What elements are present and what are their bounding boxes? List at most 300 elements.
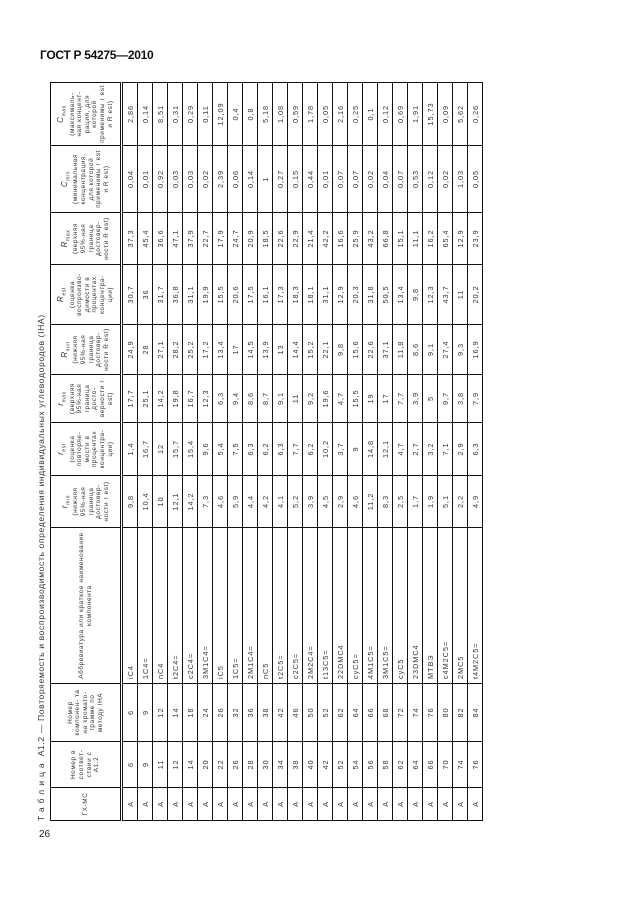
cell-c-max: 5,62	[453, 83, 468, 146]
cell-r-max: 25,1	[138, 375, 153, 423]
cell-r-max: 14,2	[153, 375, 168, 423]
cell-r-min: 5,2	[288, 476, 303, 528]
cell-peak-number: 66	[363, 684, 378, 742]
cell-R-min: 17	[228, 325, 243, 375]
cell-r-est: 15,4	[183, 423, 198, 476]
cell-r-min: 8,3	[378, 476, 393, 528]
cell-r-est: 15,7	[168, 423, 183, 476]
cell-abbreviation: cyC5=	[348, 528, 363, 684]
cell-r-min: 10	[153, 476, 168, 528]
table-row	[363, 83, 378, 821]
cell-R-max: 66,8	[378, 213, 393, 265]
cell-r-est: 12,1	[378, 423, 393, 476]
table-header-row	[51, 83, 122, 821]
cell-R-est: 36,8	[168, 265, 183, 325]
column-symbol: C	[55, 116, 65, 123]
cell-c-max: 0,4	[228, 83, 243, 146]
cell-number-a12: 76	[468, 742, 483, 788]
cell-R-min: 22,6	[363, 325, 378, 375]
cell-abbreviation: nC4	[153, 528, 168, 684]
cell-R-min: 25,2	[183, 325, 198, 375]
cell-c-min: 0,06	[228, 146, 243, 213]
cell-abbreviation: 1C4=	[138, 528, 153, 684]
cell-r-est: 6,3	[273, 423, 288, 476]
table-row	[318, 83, 333, 821]
cell-R-min: 16,9	[468, 325, 483, 375]
cell-R-min: 28,2	[168, 325, 183, 375]
cell-abbreviation: MTBЭ	[423, 528, 438, 684]
cell-c-max: 0,1	[363, 83, 378, 146]
table-row	[198, 83, 213, 821]
cell-c-max: 0,09	[438, 83, 453, 146]
table-body	[122, 83, 483, 821]
cell-c-min: 0,53	[408, 146, 423, 213]
cell-c-max: 0,31	[168, 83, 183, 146]
cell-peak-number: 38	[258, 684, 273, 742]
cell-c-min: 1,03	[453, 146, 468, 213]
cell-peak-number: 74	[408, 684, 423, 742]
column-header-r-min	[51, 476, 122, 528]
cell-peak-number: 32	[228, 684, 243, 742]
cell-R-max: 45,4	[138, 213, 153, 265]
cell-c-max: 0,25	[348, 83, 363, 146]
cell-c-min: 0,01	[138, 146, 153, 213]
cell-R-est: 20,3	[348, 265, 363, 325]
column-description: ГХ-МС	[81, 792, 89, 816]
cell-gc-ms: А	[198, 788, 213, 821]
cell-R-est: 20,2	[468, 265, 483, 325]
cell-R-max: 22,7	[198, 213, 213, 265]
cell-number-a12: 20	[198, 742, 213, 788]
cell-R-max: 12,9	[453, 213, 468, 265]
cell-gc-ms: А	[333, 788, 348, 821]
cell-R-max: 16,2	[423, 213, 438, 265]
cell-r-est: 7,5	[228, 423, 243, 476]
cell-R-min: 13,9	[258, 325, 273, 375]
cell-r-min: 4,6	[213, 476, 228, 528]
cell-r-max: 8,7	[258, 375, 273, 423]
document-id: ГОСТ Р 54275—2010	[40, 48, 154, 62]
column-symbol-subscript: max	[64, 229, 71, 241]
cell-peak-number: 62	[333, 684, 348, 742]
cell-c-min: 0,07	[333, 146, 348, 213]
cell-r-est: 6,3	[468, 423, 483, 476]
cell-gc-ms: А	[273, 788, 288, 821]
cell-R-min: 14,4	[288, 325, 303, 375]
cell-abbreviation: 4M1C5=	[363, 528, 378, 684]
cell-R-est: 19,9	[198, 265, 213, 325]
cell-gc-ms: А	[228, 788, 243, 821]
cell-r-est: 7,1	[438, 423, 453, 476]
cell-R-min: 8,6	[408, 325, 423, 375]
cell-number-a12: 62	[393, 742, 408, 788]
cell-c-max: 0,05	[318, 83, 333, 146]
column-symbol: r	[55, 451, 65, 455]
cell-number-a12: 54	[348, 742, 363, 788]
cell-peak-number: 42	[273, 684, 288, 742]
cell-peak-number: 68	[378, 684, 393, 742]
cell-r-min: 1,9	[423, 476, 438, 528]
cell-number-a12: 42	[318, 742, 333, 788]
cell-abbreviation: 3M1C5=	[378, 528, 393, 684]
cell-R-est: 17,3	[273, 265, 288, 325]
cell-r-est: 10,2	[318, 423, 333, 476]
column-header-R-est	[51, 265, 122, 325]
cell-r-max: 17	[378, 375, 393, 423]
cell-c-min: 0,12	[423, 146, 438, 213]
column-header-R-min	[51, 325, 122, 375]
cell-peak-number: 80	[438, 684, 453, 742]
cell-abbreviation: 2M1C4=	[243, 528, 258, 684]
column-symbol: R	[59, 240, 69, 248]
cell-r-est: 3,7	[333, 423, 348, 476]
table-row	[138, 83, 153, 821]
cell-r-est: 12	[153, 423, 168, 476]
cell-c-max: 2,86	[122, 83, 138, 146]
cell-c-max: 0,11	[198, 83, 213, 146]
cell-R-est: 43,7	[438, 265, 453, 325]
cell-c-min: 0,15	[288, 146, 303, 213]
cell-number-a12: 64	[408, 742, 423, 788]
cell-R-est: 13,4	[393, 265, 408, 325]
cell-R-est: 11	[453, 265, 468, 325]
cell-c-max: 2,16	[333, 83, 348, 146]
cell-r-est: 6,2	[258, 423, 273, 476]
cell-abbreviation: c2C5=	[288, 528, 303, 684]
cell-R-est: 31,8	[363, 265, 378, 325]
cell-gc-ms: А	[213, 788, 228, 821]
cell-c-min: 0,02	[363, 146, 378, 213]
cell-R-est: 31,1	[183, 265, 198, 325]
repeatability-table-wrapper	[50, 83, 483, 821]
cell-peak-number: 72	[393, 684, 408, 742]
column-description: Номер компонен- та на хромато- грамме по методу IHA	[66, 689, 104, 736]
cell-r-min: 7,3	[198, 476, 213, 528]
cell-R-est: 17,5	[243, 265, 258, 325]
cell-abbreviation: iC4	[122, 528, 138, 684]
cell-R-max: 36,6	[153, 213, 168, 265]
cell-number-a12: 56	[363, 742, 378, 788]
cell-number-a12: 34	[273, 742, 288, 788]
column-symbol-subscript: est	[61, 287, 68, 296]
cell-c-min: 0,01	[318, 146, 333, 213]
cell-r-est: 2,9	[453, 423, 468, 476]
column-header-r-max	[51, 375, 122, 423]
cell-abbreviation: iC5	[213, 528, 228, 684]
cell-gc-ms: А	[363, 788, 378, 821]
cell-c-max: 8,51	[153, 83, 168, 146]
cell-r-min: 4,1	[273, 476, 288, 528]
repeatability-table	[50, 82, 483, 821]
table-row	[348, 83, 363, 821]
cell-R-est: 31,1	[318, 265, 333, 325]
cell-gc-ms: А	[183, 788, 198, 821]
column-symbol: C	[59, 180, 69, 188]
cell-R-est: 15,5	[213, 265, 228, 325]
cell-R-est: 50,5	[378, 265, 393, 325]
cell-R-min: 27,1	[153, 325, 168, 375]
cell-R-min: 13	[273, 325, 288, 375]
cell-c-min: 0,02	[198, 146, 213, 213]
column-description: (максималь- ная концент- рация, для которой применимы r est и R est)	[68, 85, 114, 143]
cell-r-max: 12,3	[198, 375, 213, 423]
cell-R-min: 14,5	[243, 325, 258, 375]
cell-r-max: 5	[423, 375, 438, 423]
column-header-gc-ms	[51, 788, 122, 821]
cell-R-max: 37,9	[183, 213, 198, 265]
cell-r-max: 3,8	[453, 375, 468, 423]
cell-R-max: 22,9	[288, 213, 303, 265]
cell-gc-ms: А	[318, 788, 333, 821]
cell-R-min: 15,2	[303, 325, 318, 375]
cell-gc-ms: А	[288, 788, 303, 821]
cell-r-min: 5,9	[228, 476, 243, 528]
cell-c-min: 0,92	[153, 146, 168, 213]
cell-gc-ms: А	[122, 788, 138, 821]
cell-number-a12: 28	[243, 742, 258, 788]
table-row	[228, 83, 243, 821]
cell-r-max: 9,4	[228, 375, 243, 423]
cell-r-est: 14,8	[363, 423, 378, 476]
cell-c-max: 1,78	[303, 83, 318, 146]
cell-c-max: 0,26	[468, 83, 483, 146]
cell-R-max: 18,5	[258, 213, 273, 265]
cell-r-est: 5,4	[213, 423, 228, 476]
cell-c-max: 0,12	[378, 83, 393, 146]
cell-number-a12: 30	[258, 742, 273, 788]
cell-number-a12: 12	[168, 742, 183, 788]
cell-R-max: 42,2	[318, 213, 333, 265]
cell-R-max: 21,4	[303, 213, 318, 265]
cell-r-est: 6,3	[243, 423, 258, 476]
column-header-abbreviation	[51, 528, 122, 684]
cell-r-min: 1,7	[408, 476, 423, 528]
cell-abbreviation: t2C4=	[168, 528, 183, 684]
cell-r-est: 16,7	[138, 423, 153, 476]
cell-r-est: 6,2	[303, 423, 318, 476]
cell-r-max: 19,8	[168, 375, 183, 423]
cell-gc-ms: А	[423, 788, 438, 821]
cell-r-min: 3,9	[303, 476, 318, 528]
table-row	[393, 83, 408, 821]
cell-c-max: 5,18	[258, 83, 273, 146]
cell-r-min: 4,5	[318, 476, 333, 528]
cell-r-max: 11	[288, 375, 303, 423]
cell-r-max: 9,7	[438, 375, 453, 423]
cell-r-min: 2,2	[453, 476, 468, 528]
table-row	[468, 83, 483, 821]
table-row	[153, 83, 168, 821]
cell-gc-ms: А	[348, 788, 363, 821]
cell-r-est: 7,7	[288, 423, 303, 476]
cell-R-min: 9,1	[423, 325, 438, 375]
cell-R-min: 9,8	[333, 325, 348, 375]
cell-abbreviation: 23DMC4	[408, 528, 423, 684]
column-header-number-a12	[51, 742, 122, 788]
column-description: (минимальная концентрация, для которой применимы r est и R est)	[72, 150, 110, 208]
table-row	[168, 83, 183, 821]
cell-r-est: 9	[348, 423, 363, 476]
cell-gc-ms: А	[138, 788, 153, 821]
cell-peak-number: 9	[138, 684, 153, 742]
cell-r-max: 7,7	[393, 375, 408, 423]
cell-R-max: 47,1	[168, 213, 183, 265]
cell-number-a12: 6	[122, 742, 138, 788]
cell-peak-number: 82	[453, 684, 468, 742]
cell-R-est: 9,8	[408, 265, 423, 325]
cell-R-min: 13,4	[213, 325, 228, 375]
cell-abbreviation: c2C4=	[183, 528, 198, 684]
cell-abbreviation: 2M2C4=	[303, 528, 318, 684]
cell-gc-ms: А	[378, 788, 393, 821]
table-row	[273, 83, 288, 821]
cell-abbreviation: t2C5=	[273, 528, 288, 684]
cell-r-min: 12,1	[168, 476, 183, 528]
cell-r-max: 19	[363, 375, 378, 423]
cell-r-max: 9,1	[273, 375, 288, 423]
table-row	[243, 83, 258, 821]
cell-r-max: 15,5	[348, 375, 363, 423]
column-symbol-subscript: est	[61, 443, 68, 452]
cell-R-min: 11,8	[393, 325, 408, 375]
column-symbol-subscript: min	[64, 494, 71, 505]
cell-r-max: 9,2	[303, 375, 318, 423]
cell-R-est: 18,1	[303, 265, 318, 325]
cell-c-min: 0,04	[378, 146, 393, 213]
cell-r-min: 4,6	[348, 476, 363, 528]
column-header-r-est	[51, 423, 122, 476]
cell-c-max: 0,69	[393, 83, 408, 146]
cell-number-a12: 26	[228, 742, 243, 788]
cell-gc-ms: А	[438, 788, 453, 821]
cell-R-est: 20,6	[228, 265, 243, 325]
cell-peak-number: 18	[183, 684, 198, 742]
table-caption-label: Таблица	[36, 759, 46, 821]
cell-r-max: 8,6	[243, 375, 258, 423]
cell-c-min: 0,44	[303, 146, 318, 213]
cell-number-a12: 74	[453, 742, 468, 788]
cell-R-min: 15,6	[348, 325, 363, 375]
cell-r-est: 9,6	[198, 423, 213, 476]
cell-R-est: 30,7	[122, 265, 138, 325]
cell-R-min: 22,1	[318, 325, 333, 375]
table-caption	[36, 81, 50, 821]
cell-r-min: 4,2	[258, 476, 273, 528]
cell-number-a12: 40	[303, 742, 318, 788]
cell-gc-ms: А	[168, 788, 183, 821]
table-row	[453, 83, 468, 821]
cell-r-min: 5,1	[438, 476, 453, 528]
cell-gc-ms: А	[153, 788, 168, 821]
cell-r-min: 2,5	[393, 476, 408, 528]
cell-R-min: 28	[138, 325, 153, 375]
cell-c-max: 15,73	[423, 83, 438, 146]
cell-abbreviation: c4M2C5=	[438, 528, 453, 684]
table-row	[122, 83, 138, 821]
cell-r-min: 2,9	[333, 476, 348, 528]
cell-R-max: 20,9	[243, 213, 258, 265]
cell-peak-number: 12	[153, 684, 168, 742]
cell-r-max: 16,7	[183, 375, 198, 423]
cell-peak-number: 14	[168, 684, 183, 742]
column-header-c-max	[51, 83, 122, 146]
cell-peak-number: 84	[468, 684, 483, 742]
cell-R-max: 25,9	[348, 213, 363, 265]
cell-R-max: 43,2	[363, 213, 378, 265]
cell-c-max: 0,29	[183, 83, 198, 146]
cell-number-a12: 22	[213, 742, 228, 788]
column-description: Номер в соответ- ствии с А1.2	[70, 749, 101, 780]
cell-c-max: 0,59	[288, 83, 303, 146]
column-description: (оценка повторяе- мости в процентах концентра- ции)	[68, 429, 114, 469]
column-description: (верхняя 95%-ная граница достовер- ности R est)	[72, 217, 110, 260]
cell-number-a12: 14	[183, 742, 198, 788]
cell-c-max: 12,09	[213, 83, 228, 146]
cell-peak-number: 36	[243, 684, 258, 742]
column-symbol-subscript: min	[64, 170, 71, 181]
cell-R-max: 15,1	[393, 213, 408, 265]
cell-r-est: 4,7	[393, 423, 408, 476]
cell-r-est: 2,7	[408, 423, 423, 476]
cell-peak-number: 26	[213, 684, 228, 742]
cell-c-min: 0,03	[183, 146, 198, 213]
cell-r-max: 7,9	[468, 375, 483, 423]
table-row	[423, 83, 438, 821]
cell-c-max: 0,8	[243, 83, 258, 146]
cell-abbreviation: 22DMC4	[333, 528, 348, 684]
column-header-R-max	[51, 213, 122, 265]
column-symbol: r	[59, 504, 69, 509]
column-description: (нижняя 95%-ная граница достовер- ности r est)	[72, 481, 110, 522]
cell-r-max: 3,9	[408, 375, 423, 423]
table-row	[378, 83, 393, 821]
cell-number-a12: 66	[423, 742, 438, 788]
cell-abbreviation: t4M2C5=	[468, 528, 483, 684]
cell-R-est: 31,7	[153, 265, 168, 325]
cell-R-min: 37,1	[378, 325, 393, 375]
cell-c-min: 0,02	[438, 146, 453, 213]
cell-r-max: 6,3	[213, 375, 228, 423]
cell-R-est: 12,3	[423, 265, 438, 325]
table-row	[303, 83, 318, 821]
cell-r-est: 1,4	[122, 423, 138, 476]
cell-R-min: 9,3	[453, 325, 468, 375]
cell-R-est: 12,9	[333, 265, 348, 325]
column-symbol: R	[55, 295, 65, 302]
cell-number-a12: 38	[288, 742, 303, 788]
cell-r-min: 9,8	[122, 476, 138, 528]
cell-peak-number: 52	[318, 684, 333, 742]
cell-c-min: 0,07	[348, 146, 363, 213]
table-caption-text: А1.2 — Повторяемость и воспроизводимость определения индивидуальных углеводородов (IHA)	[36, 314, 46, 757]
cell-r-min: 11,2	[363, 476, 378, 528]
cell-R-est: 16,1	[258, 265, 273, 325]
cell-gc-ms: А	[408, 788, 423, 821]
cell-abbreviation: 2MC5	[453, 528, 468, 684]
column-header-c-min	[51, 146, 122, 213]
cell-gc-ms: А	[393, 788, 408, 821]
cell-c-min: 0,07	[393, 146, 408, 213]
cell-c-min: 0,03	[168, 146, 183, 213]
cell-number-a12: 58	[378, 742, 393, 788]
cell-number-a12: 9	[138, 742, 153, 788]
column-symbol: R	[59, 351, 69, 358]
cell-gc-ms: А	[303, 788, 318, 821]
cell-abbreviation: cyC5	[393, 528, 408, 684]
cell-c-min: 0,04	[122, 146, 138, 213]
cell-c-max: 1,08	[273, 83, 288, 146]
cell-r-min: 4,4	[243, 476, 258, 528]
